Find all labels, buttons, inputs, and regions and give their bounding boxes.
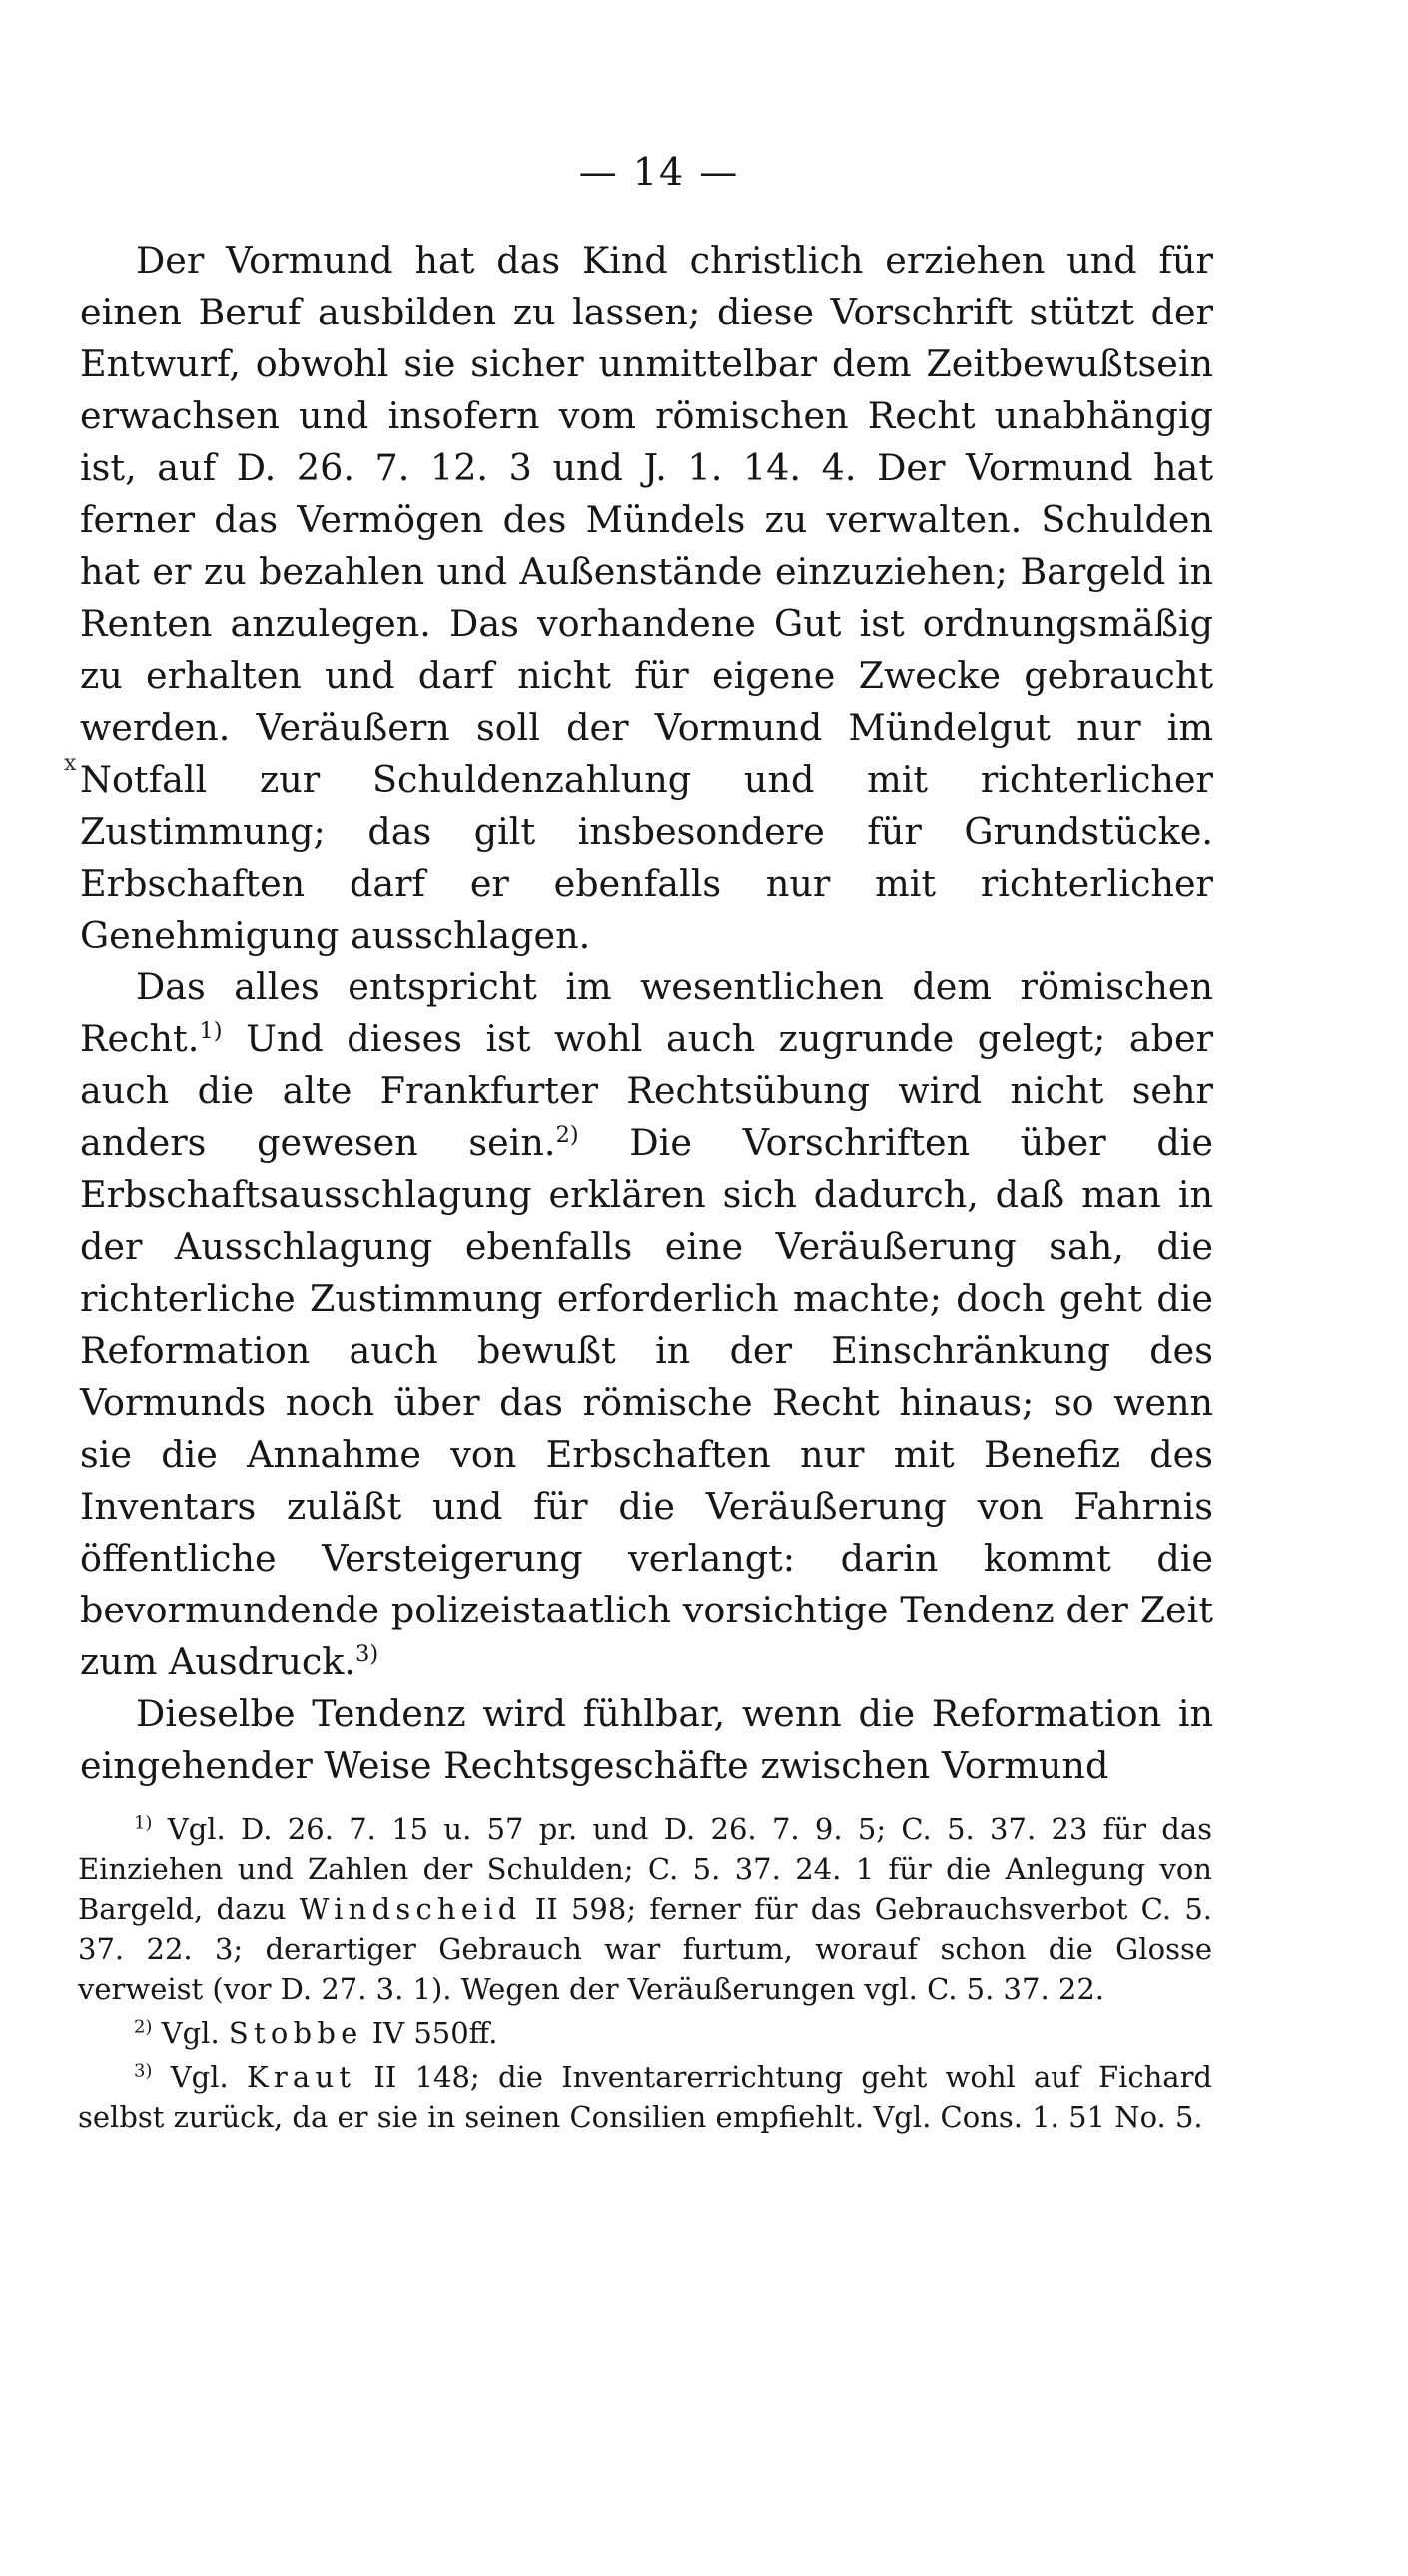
footnote-ref-3[interactable]: 3)	[355, 1640, 379, 1667]
footnote-text: Vgl.	[152, 2060, 247, 2094]
paragraph-3: Dieselbe Tendenz wird fühlbar, wenn die Reformation in eingehender Weise Rechtsgeschäfte zwischen Vormund	[80, 1692, 1213, 1787]
page-number: — 14 —	[578, 150, 740, 194]
main-text	[80, 235, 1213, 1792]
author-name: Stobbe	[228, 2016, 363, 2050]
footnote-3	[78, 2057, 1212, 2137]
footnote-ref-2[interactable]: 2)	[555, 1121, 579, 1148]
footnote-2	[78, 2013, 1212, 2053]
footnote-text: IV 550ff.	[362, 2016, 498, 2050]
footnote-text: II 598; ferner für das Gebrauchsverbot C. 5. 37. 22. 3; derartiger Gebrauch war furtum, worauf schon die Glosse verweist (vor D. 27. 3. 1). Wegen der Veräußerungen vgl. C. 5. 37. 22.	[78, 1892, 1212, 2006]
footnotes	[78, 1809, 1212, 2141]
margin-mark: x	[64, 751, 77, 776]
footnote-text: Vgl. D. 26. 7. 15 u. 57 pr. und D. 26. 7. 9. 5; C. 5. 37. 23 für das Einziehen und Zahlen der Schulden; C. 5. 37. 24. 1 für die Anlegung von Bargeld, dazu	[78, 1812, 1212, 1926]
author-name: Windscheid	[299, 1892, 522, 1926]
paragraph-2-part-3: Die Vorschriften über die Erbschaftsausschlagung erklären sich dadurch, daß man in der Ausschlagung ebenfalls eine Veräußerung sah, die richterliche Zustimmung erforderlich machte; doch geht die Reformation auch bewußt in der Einschränkung des Vormunds noch über das römische Recht hinaus; so wenn sie die Annahme von Erbschaften nur mit Benefiz des Inventars zuläßt und für die Veräußerung von Fahrnis öffentliche Versteigerung verlangt: darin kommt die bevormundende polizeistaatlich vorsichtige Tendenz der Zeit zum Ausdruck.	[80, 1121, 1213, 1683]
paragraph-2	[80, 962, 1213, 1688]
paragraph-2-part-2: Und dieses ist wohl auch zugrunde gelegt; aber auch die alte Frankfurter Rechtsübung wird nicht sehr anders gewesen sein.	[80, 1017, 1213, 1164]
footnote-1	[78, 1809, 1212, 2009]
footnote-marker: 2)	[134, 2016, 153, 2038]
footnote-marker: 3)	[134, 2060, 153, 2082]
author-name: Kraut	[246, 2060, 356, 2094]
paragraph-2-part-1: Das alles entspricht im wesentlichen dem römischen Recht.	[80, 966, 1213, 1060]
footnote-marker: 1)	[134, 1812, 153, 1834]
paragraph-1: Der Vormund hat das Kind christlich erziehen und für einen Beruf ausbilden zu lassen; diese Vorschrift stützt der Entwurf, obwohl sie sicher unmittelbar dem Zeitbewußtsein erwachsen und insofern vom römischen Recht unabhängig ist, auf D. 26. 7. 12. 3 und J. 1. 14. 4. Der Vormund hat ferner das Vermögen des Mündels zu verwalten. Schulden hat er zu bezahlen und Außenstände einzuziehen; Bargeld in Renten anzulegen. Das vorhandene Gut ist ordnungsmäßig zu erhalten und darf nicht für eigene Zwecke gebraucht werden. Veräußern soll der Vormund Mündelgut nur im Notfall zur Schuldenzahlung und mit richterlicher Zustimmung; das gilt insbesondere für Grundstücke. Erbschaften darf er ebenfalls nur mit richterlicher Genehmigung ausschlagen.	[80, 239, 1213, 957]
footnote-text: II 148; die Inventarerrichtung geht wohl auf Fichard selbst zurück, da er sie in seinen Consilien empfiehlt. Vgl. Cons. 1. 51 No. 5.	[78, 2060, 1212, 2134]
footnote-ref-1[interactable]: 1)	[199, 1017, 223, 1044]
footnote-text: Vgl.	[152, 2016, 229, 2050]
